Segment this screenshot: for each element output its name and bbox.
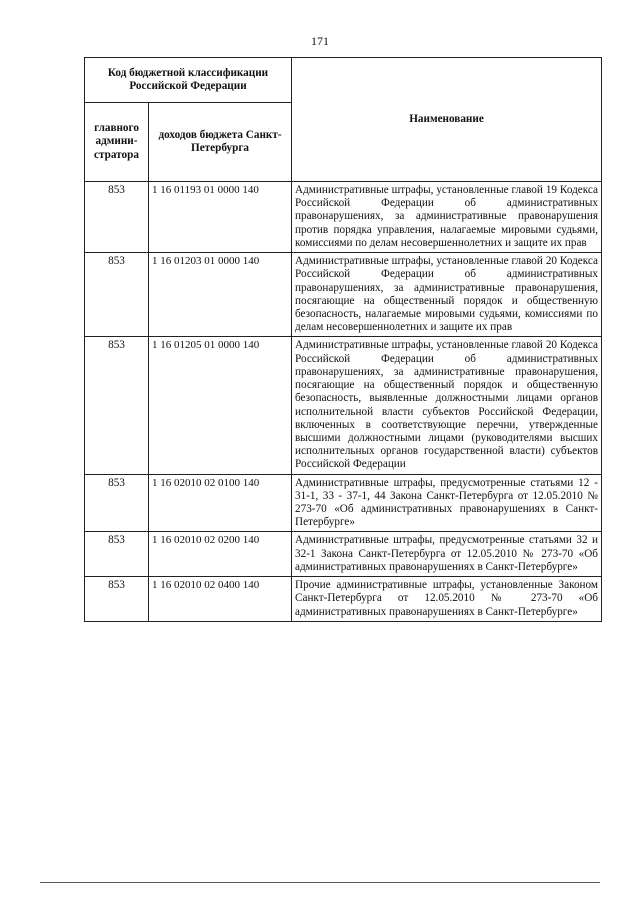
admin-code-cell: 853	[85, 337, 149, 474]
table-row	[85, 182, 602, 253]
budget-classification-table	[84, 57, 602, 622]
table-row	[85, 337, 602, 474]
income-code-cell: 1 16 02010 02 0400 140	[149, 577, 292, 622]
income-code-cell: 1 16 02010 02 0100 140	[149, 474, 292, 532]
income-code-cell: 1 16 01193 01 0000 140	[149, 182, 292, 253]
table-row	[85, 253, 602, 337]
page-number: 171	[311, 34, 329, 48]
header-budget-classification: Код бюджетной классификации Российской Федерации	[85, 58, 292, 103]
header-main-administrator: главного админи-стратора	[85, 103, 149, 182]
name-cell: Административные штрафы, установленные главой 19 Кодекса Российской Федерации об административных правонарушениях, за административные правонарушения против порядка управления, налагаемые мировыми судьями, комиссиями по делам несовершеннолетних и защите их прав	[292, 182, 602, 253]
name-cell: Прочие административные штрафы, установленные Законом Санкт-Петербурга от 12.05.2010 № 273-70 «Об административных правонарушениях в Санкт-Петербурге»	[292, 577, 602, 622]
table-row	[85, 577, 602, 622]
footer-divider	[40, 882, 600, 883]
admin-code-cell: 853	[85, 474, 149, 532]
income-code-cell: 1 16 01205 01 0000 140	[149, 337, 292, 474]
admin-code-cell: 853	[85, 253, 149, 337]
table-row	[85, 474, 602, 532]
header-name: Наименование	[292, 58, 602, 182]
admin-code-cell: 853	[85, 532, 149, 577]
income-code-cell: 1 16 01203 01 0000 140	[149, 253, 292, 337]
income-code-cell: 1 16 02010 02 0200 140	[149, 532, 292, 577]
name-cell: Административные штрафы, предусмотренные статьями 32 и 32-1 Закона Санкт-Петербурга от 12.05.2010 № 273-70 «Об административных правонарушениях в Санкт-Петербурге»	[292, 532, 602, 577]
header-budget-income: доходов бюджета Санкт-Петербурга	[149, 103, 292, 182]
name-cell: Административные штрафы, предусмотренные статьями 12 - 31-1, 33 - 37-1, 44 Закона Санкт-Петербурга от 12.05.2010 № 273-70 «Об административных правонарушениях в Санкт-Петербурге»	[292, 474, 602, 532]
admin-code-cell: 853	[85, 182, 149, 253]
name-cell: Административные штрафы, установленные главой 20 Кодекса Российской Федерации об административных правонарушениях, за административные правонарушения, посягающие на общественный порядок и общественную безопасность, выявленные должностными лицами органов исполнительной власти субъектов Российской Федерации, включенных в соответствующие перечни, утвержденные высшими должностными лицами (руководителями высших исполнительных органов государственной власти) субъектов Российской Федерации	[292, 337, 602, 474]
admin-code-cell: 853	[85, 577, 149, 622]
table-row	[85, 532, 602, 577]
name-cell: Административные штрафы, установленные главой 20 Кодекса Российской Федерации об административных правонарушениях, за административные правонарушения, посягающие на общественный порядок и общественную безопасность, налагаемые мировыми судьями, комиссиями по делам несовершеннолетних и защите их прав	[292, 253, 602, 337]
